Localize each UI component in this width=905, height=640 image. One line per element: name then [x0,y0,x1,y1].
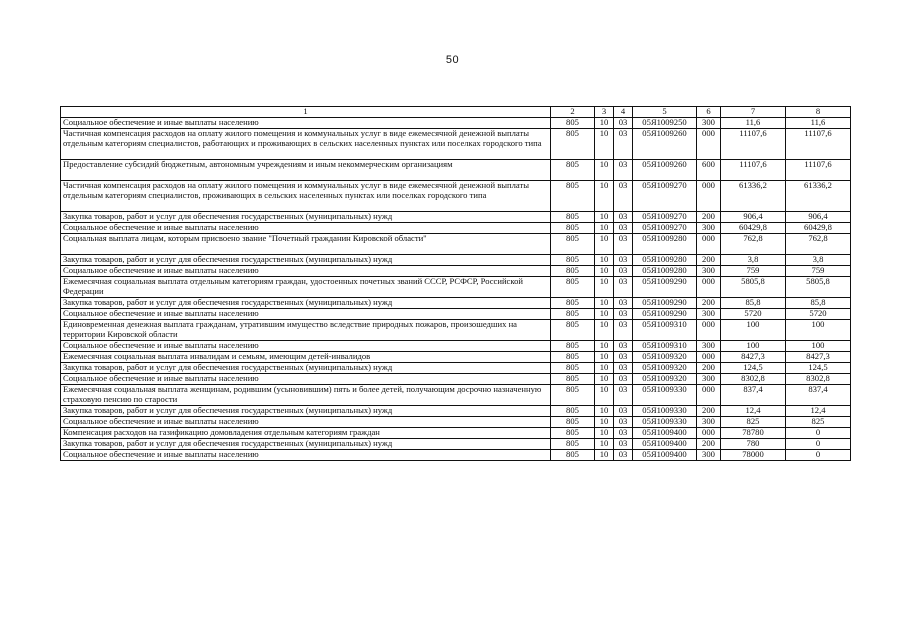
sum-cell: 8427,3 [786,352,851,363]
description-cell: Закупка товаров, работ и услуг для обеспечения государственных (муниципальных) нужд [61,212,551,223]
grbs-cell: 805 [551,341,595,352]
subsection-cell: 03 [614,428,633,439]
subsection-cell: 03 [614,118,633,129]
table-row [61,363,851,374]
table-row [61,417,851,428]
grbs-cell: 805 [551,450,595,461]
grbs-cell: 805 [551,118,595,129]
expense-type-cell: 300 [697,309,721,320]
table-row [61,181,851,212]
expense-type-cell: 200 [697,439,721,450]
target-article-cell: 05Я1009400 [633,439,697,450]
budget-table [60,106,851,461]
subsection-cell: 03 [614,341,633,352]
sum-cell: 8427,3 [721,352,786,363]
table-row [61,277,851,298]
section-cell: 10 [595,341,614,352]
grbs-cell: 805 [551,234,595,255]
section-cell: 10 [595,352,614,363]
description-cell: Единовременная денежная выплата гражданам, утратившим имущество вследствие природных пожаров, произошедших на территории Кировской области [61,320,551,341]
sum-cell: 5720 [786,309,851,320]
sum-cell: 60429,8 [721,223,786,234]
description-cell: Социальное обеспечение и иные выплаты населению [61,223,551,234]
subsection-cell: 03 [614,129,633,160]
sum-cell: 11,6 [786,118,851,129]
subsection-cell: 03 [614,266,633,277]
sum-cell: 837,4 [721,385,786,406]
target-article-cell: 05Я1009400 [633,428,697,439]
section-cell: 10 [595,374,614,385]
grbs-cell: 805 [551,223,595,234]
section-cell: 10 [595,129,614,160]
subsection-cell: 03 [614,160,633,181]
grbs-cell: 805 [551,266,595,277]
subsection-cell: 03 [614,181,633,212]
expense-type-cell: 300 [697,341,721,352]
subsection-cell: 03 [614,298,633,309]
header-cell: 1 [61,107,551,118]
subsection-cell: 03 [614,212,633,223]
table-header-row [61,107,851,118]
expense-type-cell: 200 [697,212,721,223]
sum-cell: 8302,8 [786,374,851,385]
description-cell: Компенсация расходов на газификацию домовладения отдельным категориям граждан [61,428,551,439]
grbs-cell: 805 [551,212,595,223]
table-row [61,212,851,223]
subsection-cell: 03 [614,223,633,234]
sum-cell: 759 [786,266,851,277]
section-cell: 10 [595,450,614,461]
sum-cell: 12,4 [786,406,851,417]
sum-cell: 78780 [721,428,786,439]
table-row [61,118,851,129]
expense-type-cell: 200 [697,363,721,374]
sum-cell: 124,5 [786,363,851,374]
grbs-cell: 805 [551,406,595,417]
grbs-cell: 805 [551,160,595,181]
sum-cell: 11,6 [721,118,786,129]
grbs-cell: 805 [551,298,595,309]
grbs-cell: 805 [551,363,595,374]
section-cell: 10 [595,439,614,450]
sum-cell: 85,8 [721,298,786,309]
target-article-cell: 05Я1009270 [633,223,697,234]
section-cell: 10 [595,266,614,277]
table-row [61,352,851,363]
sum-cell: 3,8 [786,255,851,266]
grbs-cell: 805 [551,439,595,450]
subsection-cell: 03 [614,234,633,255]
target-article-cell: 05Я1009330 [633,385,697,406]
header-cell: 7 [721,107,786,118]
expense-type-cell: 300 [697,374,721,385]
sum-cell: 780 [721,439,786,450]
expense-type-cell: 000 [697,277,721,298]
subsection-cell: 03 [614,320,633,341]
target-article-cell: 05Я1009260 [633,160,697,181]
sum-cell: 5805,8 [786,277,851,298]
target-article-cell: 05Я1009290 [633,309,697,320]
table-body [61,107,851,461]
grbs-cell: 805 [551,255,595,266]
section-cell: 10 [595,320,614,341]
header-cell: 2 [551,107,595,118]
description-cell: Ежемесячная социальная выплата отдельным категориям граждан, удостоенных почетных званий СССР, РСФСР, Российской Федерации [61,277,551,298]
expense-type-cell: 200 [697,406,721,417]
subsection-cell: 03 [614,439,633,450]
section-cell: 10 [595,277,614,298]
header-cell: 3 [595,107,614,118]
target-article-cell: 05Я1009270 [633,212,697,223]
table-row [61,341,851,352]
subsection-cell: 03 [614,363,633,374]
subsection-cell: 03 [614,417,633,428]
table-row [61,309,851,320]
table-row [61,266,851,277]
expense-type-cell: 200 [697,255,721,266]
table-row [61,255,851,266]
table-row [61,223,851,234]
sum-cell: 825 [786,417,851,428]
grbs-cell: 805 [551,181,595,212]
sum-cell: 5805,8 [721,277,786,298]
section-cell: 10 [595,428,614,439]
section-cell: 10 [595,417,614,428]
expense-type-cell: 000 [697,320,721,341]
description-cell: Социальное обеспечение и иные выплаты населению [61,266,551,277]
sum-cell: 825 [721,417,786,428]
grbs-cell: 805 [551,352,595,363]
grbs-cell: 805 [551,320,595,341]
target-article-cell: 05Я1009270 [633,181,697,212]
header-cell: 8 [786,107,851,118]
expense-type-cell: 300 [697,417,721,428]
section-cell: 10 [595,118,614,129]
sum-cell: 124,5 [721,363,786,374]
target-article-cell: 05Я1009320 [633,374,697,385]
sum-cell: 100 [721,320,786,341]
sum-cell: 759 [721,266,786,277]
sum-cell: 61336,2 [786,181,851,212]
sum-cell: 11107,6 [721,129,786,160]
description-cell: Социальное обеспечение и иные выплаты населению [61,417,551,428]
section-cell: 10 [595,255,614,266]
description-cell: Закупка товаров, работ и услуг для обеспечения государственных (муниципальных) нужд [61,406,551,417]
target-article-cell: 05Я1009330 [633,406,697,417]
grbs-cell: 805 [551,428,595,439]
expense-type-cell: 300 [697,450,721,461]
target-article-cell: 05Я1009400 [633,450,697,461]
description-cell: Частичная компенсация расходов на оплату жилого помещения и коммунальных услуг в виде ежемесячной денежной выплаты отдельным категориям специалистов, работающих и проживающих в сельских населенных пунктах или поселках городского типа [61,129,551,160]
target-article-cell: 05Я1009310 [633,320,697,341]
section-cell: 10 [595,212,614,223]
sum-cell: 78000 [721,450,786,461]
subsection-cell: 03 [614,385,633,406]
subsection-cell: 03 [614,450,633,461]
expense-type-cell: 000 [697,352,721,363]
grbs-cell: 805 [551,129,595,160]
expense-type-cell: 300 [697,266,721,277]
expense-type-cell: 300 [697,118,721,129]
description-cell: Социальное обеспечение и иные выплаты населению [61,374,551,385]
section-cell: 10 [595,234,614,255]
sum-cell: 100 [721,341,786,352]
section-cell: 10 [595,223,614,234]
description-cell: Социальная выплата лицам, которым присвоено звание "Почетный гражданин Кировской области" [61,234,551,255]
grbs-cell: 805 [551,309,595,320]
section-cell: 10 [595,160,614,181]
expense-type-cell: 000 [697,428,721,439]
subsection-cell: 03 [614,352,633,363]
target-article-cell: 05Я1009320 [633,363,697,374]
section-cell: 10 [595,385,614,406]
target-article-cell: 05Я1009280 [633,234,697,255]
section-cell: 10 [595,406,614,417]
description-cell: Социальное обеспечение и иные выплаты населению [61,309,551,320]
expense-type-cell: 200 [697,298,721,309]
sum-cell: 0 [786,439,851,450]
sum-cell: 100 [786,320,851,341]
table-row [61,298,851,309]
section-cell: 10 [595,298,614,309]
expense-type-cell: 000 [697,129,721,160]
description-cell: Предоставление субсидий бюджетным, автономным учреждениям и иным некоммерческим организациям [61,160,551,181]
table-row [61,374,851,385]
target-article-cell: 05Я1009330 [633,417,697,428]
sum-cell: 11107,6 [721,160,786,181]
sum-cell: 0 [786,450,851,461]
sum-cell: 8302,8 [721,374,786,385]
header-cell: 4 [614,107,633,118]
sum-cell: 837,4 [786,385,851,406]
header-cell: 6 [697,107,721,118]
description-cell: Закупка товаров, работ и услуг для обеспечения государственных (муниципальных) нужд [61,298,551,309]
page-number: 50 [445,54,460,66]
target-article-cell: 05Я1009280 [633,255,697,266]
target-article-cell: 05Я1009250 [633,118,697,129]
sum-cell: 60429,8 [786,223,851,234]
expense-type-cell: 000 [697,181,721,212]
sum-cell: 0 [786,428,851,439]
sum-cell: 906,4 [721,212,786,223]
subsection-cell: 03 [614,406,633,417]
expense-type-cell: 000 [697,385,721,406]
sum-cell: 12,4 [721,406,786,417]
sum-cell: 61336,2 [721,181,786,212]
target-article-cell: 05Я1009290 [633,298,697,309]
table-row [61,320,851,341]
description-cell: Частичная компенсация расходов на оплату жилого помещения и коммунальных услуг в виде ежемесячной денежной выплаты отдельным категориям специалистов, проживающих в сельских населенных пунктах или поселках городского типа [61,181,551,212]
target-article-cell: 05Я1009260 [633,129,697,160]
sum-cell: 11107,6 [786,160,851,181]
description-cell: Социальное обеспечение и иные выплаты населению [61,341,551,352]
sum-cell: 5720 [721,309,786,320]
table-row [61,439,851,450]
sum-cell: 762,8 [786,234,851,255]
header-cell: 5 [633,107,697,118]
expense-type-cell: 600 [697,160,721,181]
table-row [61,160,851,181]
sum-cell: 762,8 [721,234,786,255]
subsection-cell: 03 [614,277,633,298]
table-row [61,385,851,406]
description-cell: Ежемесячная социальная выплата инвалидам и семьям, имеющим детей-инвалидов [61,352,551,363]
grbs-cell: 805 [551,417,595,428]
subsection-cell: 03 [614,255,633,266]
expense-type-cell: 000 [697,234,721,255]
sum-cell: 85,8 [786,298,851,309]
section-cell: 10 [595,181,614,212]
grbs-cell: 805 [551,277,595,298]
sum-cell: 11107,6 [786,129,851,160]
table-row [61,450,851,461]
subsection-cell: 03 [614,374,633,385]
section-cell: 10 [595,363,614,374]
sum-cell: 100 [786,341,851,352]
table-row [61,234,851,255]
description-cell: Закупка товаров, работ и услуг для обеспечения государственных (муниципальных) нужд [61,255,551,266]
description-cell: Закупка товаров, работ и услуг для обеспечения государственных (муниципальных) нужд [61,363,551,374]
description-cell: Социальное обеспечение и иные выплаты населению [61,450,551,461]
description-cell: Закупка товаров, работ и услуг для обеспечения государственных (муниципальных) нужд [61,439,551,450]
section-cell: 10 [595,309,614,320]
description-cell: Социальное обеспечение и иные выплаты населению [61,118,551,129]
target-article-cell: 05Я1009280 [633,266,697,277]
table-row [61,428,851,439]
table-row [61,129,851,160]
subsection-cell: 03 [614,309,633,320]
description-cell: Ежемесячная социальная выплата женщинам, родившим (усыновившим) пять и более детей, получающим досрочно назначенную страховую пенсию по старости [61,385,551,406]
sum-cell: 906,4 [786,212,851,223]
target-article-cell: 05Я1009320 [633,352,697,363]
grbs-cell: 805 [551,385,595,406]
grbs-cell: 805 [551,374,595,385]
table-row [61,406,851,417]
expense-type-cell: 300 [697,223,721,234]
target-article-cell: 05Я1009310 [633,341,697,352]
target-article-cell: 05Я1009290 [633,277,697,298]
sum-cell: 3,8 [721,255,786,266]
